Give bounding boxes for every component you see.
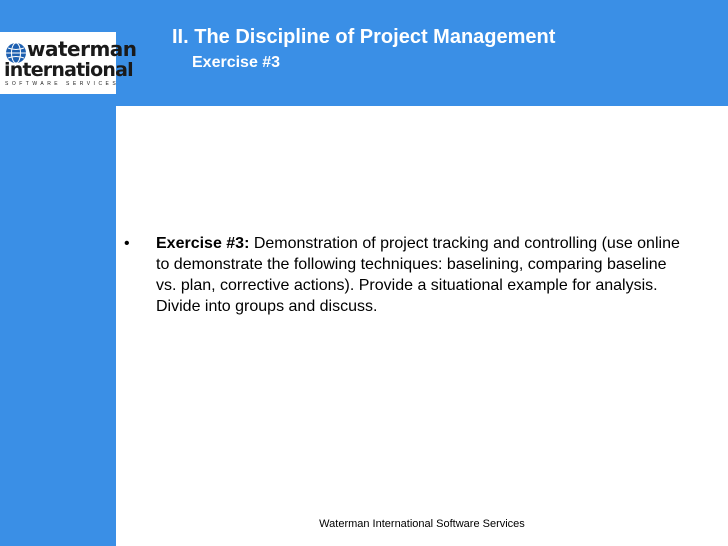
logo-word-waterman: waterman: [27, 37, 137, 61]
header-band: [116, 0, 728, 106]
logo-word-international: international: [4, 59, 133, 81]
logo-tagline: SOFTWARE SERVICES: [5, 81, 120, 87]
bullet-marker: •: [124, 235, 130, 252]
company-logo: [0, 32, 137, 94]
slide-subtitle: Exercise #3: [192, 54, 281, 71]
bullet-bold-lead: Exercise #3:: [156, 235, 250, 252]
bullet-body: Demonstration of project tracking and controlling (use online to demonstrate the following techniques: baselining, comparing baseline vs. plan, corrective actions). Provide a situational example for analysis. Divide into groups and discuss.: [156, 235, 680, 315]
bullet-text: [156, 233, 684, 317]
footer-text: Waterman International Software Services: [319, 518, 525, 530]
slide-title: II. The Discipline of Project Management: [172, 26, 556, 48]
